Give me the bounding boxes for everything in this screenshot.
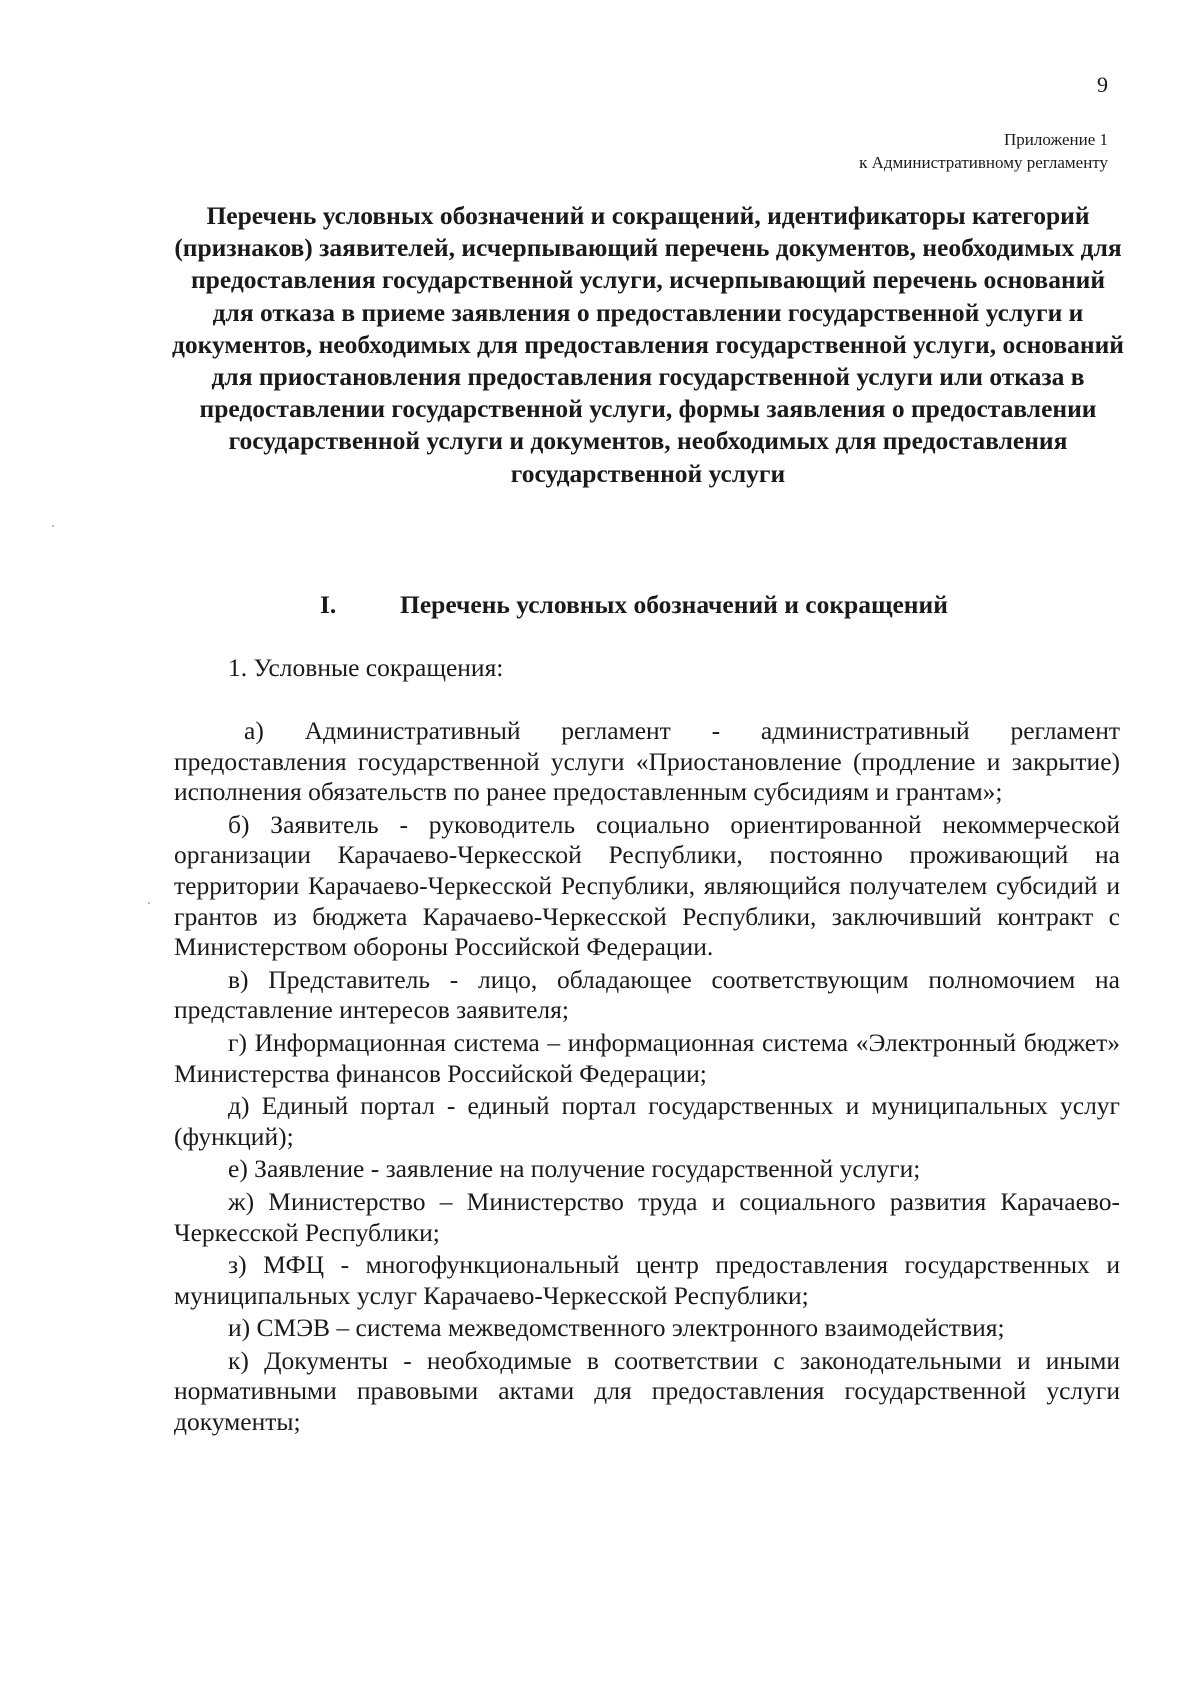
- scan-speck: [148, 902, 150, 904]
- section-title: Перечень условных обозначений и сокращений: [400, 590, 948, 619]
- list-item-d: д) Единый портал - единый портал государственных и муниципальных услуг (функций);: [174, 1091, 1120, 1151]
- abbreviations-list: [174, 716, 1120, 1440]
- list-item-b: б) Заявитель - руководитель социально ориентированной некоммерческой организации Карачаево-Черкесской Республики, постоянно проживающий на территории Карачаево-Черкесской Республики, являющийся получателем субсидий и грантов из бюджета Карачаево-Черкесской Республики, заключивший контракт с Министерством обороны Российской Федерации.: [174, 809, 1120, 962]
- section-heading: [320, 590, 1120, 620]
- section-number: I.: [320, 590, 337, 619]
- list-item-g: г) Информационная система – информационная система «Электронный бюджет» Министерства финансов Российской Федерации;: [174, 1027, 1120, 1088]
- page-number: 9: [1097, 72, 1108, 97]
- appendix-line-1: Приложение 1: [1004, 130, 1108, 149]
- list-item-zh: ж) Министерство – Министерство труда и социального развития Карачаево-Черкесской Республики;: [174, 1186, 1120, 1247]
- appendix-note: [859, 128, 1108, 174]
- list-item-i: и) СМЭВ – система межведомственного электронного взаимодействия;: [228, 1313, 1005, 1343]
- appendix-line-2: к Административному регламенту: [859, 153, 1108, 172]
- list-item-e: е) Заявление - заявление на получение государственной услуги;: [228, 1154, 921, 1184]
- document-title: Перечень условных обозначений и сокращений, идентификаторы категорий (признаков) заявителей, исчерпывающий перечень документов, необходимых для предоставления государственной услуги, исчерпывающий перечень оснований для отказа в приеме заявления о предоставлении государственной услуги и документов, необходимых для предоставления государственной услуги, оснований для приостановления предоставления государственной услуги или отказа в предоставлении государственной услуги, формы заявления о предоставлении государственной услуги и документов, необходимых для предоставления государственной услуги: [172, 201, 1124, 488]
- list-item-z: з) МФЦ - многофункциональный центр предоставления государственных и муниципальных услуг Карачаево-Черкесской Республики;: [174, 1250, 1120, 1310]
- abbreviations-subheading: 1. Условные сокращения:: [228, 653, 504, 682]
- scan-speck: [52, 525, 54, 527]
- list-item-a: а) Административный регламент - административный регламент предоставления государственной услуги «Приостановление (продление и закрытие) исполнения обязательств по ранее предоставленным субсидиям и грантам»;: [174, 716, 1120, 807]
- list-item-v: в) Представитель - лицо, обладающее соответствующим полномочием на представление интересов заявителя;: [174, 964, 1120, 1025]
- list-item-k: к) Документы - необходимые в соответствии с законодательными и иными нормативными правовыми актами для предоставления государственной услуги документы;: [174, 1345, 1120, 1437]
